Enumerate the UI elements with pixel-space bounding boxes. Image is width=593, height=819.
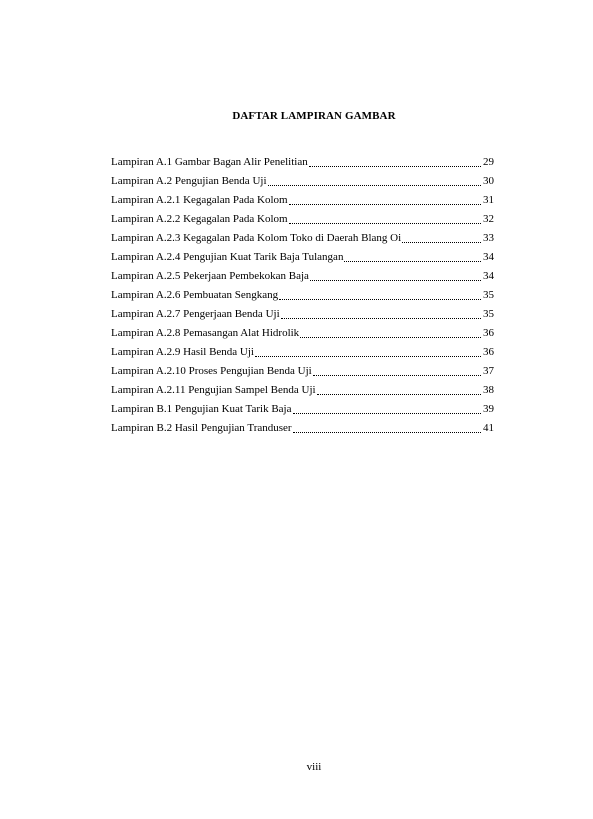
toc-entry-label: Lampiran A.2.11 Pengujian Sampel Benda Uji bbox=[111, 384, 316, 396]
dot-leader bbox=[309, 165, 481, 167]
toc-entry-page: 35 bbox=[483, 289, 494, 301]
toc-entry-page: 29 bbox=[483, 156, 494, 168]
toc-entry-page: 33 bbox=[483, 232, 494, 244]
toc-entry-page: 37 bbox=[483, 365, 494, 377]
toc-entry-label: Lampiran A.2.6 Pembuatan Sengkang bbox=[111, 289, 279, 301]
toc-entry bbox=[111, 302, 494, 321]
page-title: DAFTAR LAMPIRAN GAMBAR bbox=[232, 110, 396, 122]
toc-entry bbox=[111, 321, 494, 340]
toc-entry bbox=[111, 169, 494, 188]
toc-entry bbox=[111, 264, 494, 283]
toc-entry-page: 31 bbox=[483, 194, 494, 206]
dot-leader bbox=[293, 431, 481, 433]
toc-entry-label: Lampiran A.2.7 Pengerjaan Benda Uji bbox=[111, 308, 280, 320]
toc-entry-page: 41 bbox=[483, 422, 494, 434]
toc-entry-page: 32 bbox=[483, 213, 494, 225]
toc-entry bbox=[111, 245, 494, 264]
page-number: viii bbox=[306, 761, 322, 773]
toc-entry bbox=[111, 283, 494, 302]
toc-entry-label: Lampiran A.2.10 Proses Pengujian Benda Uji bbox=[111, 365, 312, 377]
toc-entry-label: Lampiran A.2.8 Pemasangan Alat Hidrolik bbox=[111, 327, 300, 339]
toc-entry-label: Lampiran A.2.1 Kegagalan Pada Kolom bbox=[111, 194, 288, 206]
dot-leader bbox=[279, 298, 481, 300]
toc-entry-page: 34 bbox=[483, 270, 494, 282]
toc-entry bbox=[111, 397, 494, 416]
dot-leader bbox=[300, 336, 481, 338]
toc-entry-label: Lampiran B.1 Pengujian Kuat Tarik Baja bbox=[111, 403, 292, 415]
toc-entry bbox=[111, 150, 494, 169]
toc-entry-label: Lampiran A.2.5 Pekerjaan Pembekokan Baja bbox=[111, 270, 309, 282]
dot-leader bbox=[310, 279, 481, 281]
dot-leader bbox=[289, 222, 481, 224]
dot-leader bbox=[255, 355, 481, 357]
toc-entry-page: 38 bbox=[483, 384, 494, 396]
toc-entry bbox=[111, 416, 494, 435]
dot-leader bbox=[317, 393, 481, 395]
toc-entry-page: 39 bbox=[483, 403, 494, 415]
toc-entry bbox=[111, 359, 494, 378]
dot-leader bbox=[344, 260, 481, 262]
toc-entry bbox=[111, 378, 494, 397]
toc-entry-label: Lampiran A.2.4 Pengujian Kuat Tarik Baja Tulangan bbox=[111, 251, 344, 263]
toc-entry-label: Lampiran A.2.9 Hasil Benda Uji bbox=[111, 346, 254, 358]
toc-entry-label: Lampiran A.2.2 Kegagalan Pada Kolom bbox=[111, 213, 288, 225]
toc-entry bbox=[111, 207, 494, 226]
toc-entry bbox=[111, 340, 494, 359]
dot-leader bbox=[402, 241, 481, 243]
dot-leader bbox=[293, 412, 482, 414]
dot-leader bbox=[313, 374, 481, 376]
toc-entry-label: Lampiran A.1 Gambar Bagan Alir Penelitian bbox=[111, 156, 308, 168]
toc-entry bbox=[111, 226, 494, 245]
dot-leader bbox=[281, 317, 481, 319]
table-of-contents bbox=[111, 150, 494, 435]
toc-entry-page: 36 bbox=[483, 346, 494, 358]
toc-entry-page: 35 bbox=[483, 308, 494, 320]
toc-entry-label: Lampiran B.2 Hasil Pengujian Tranduser bbox=[111, 422, 292, 434]
toc-entry-label: Lampiran A.2 Pengujian Benda Uji bbox=[111, 175, 267, 187]
toc-entry-label: Lampiran A.2.3 Kegagalan Pada Kolom Toko di Daerah Blang Oi bbox=[111, 232, 402, 244]
toc-entry-page: 36 bbox=[483, 327, 494, 339]
toc-entry-page: 34 bbox=[483, 251, 494, 263]
toc-entry bbox=[111, 188, 494, 207]
dot-leader bbox=[268, 184, 482, 186]
dot-leader bbox=[289, 203, 481, 205]
toc-entry-page: 30 bbox=[483, 175, 494, 187]
